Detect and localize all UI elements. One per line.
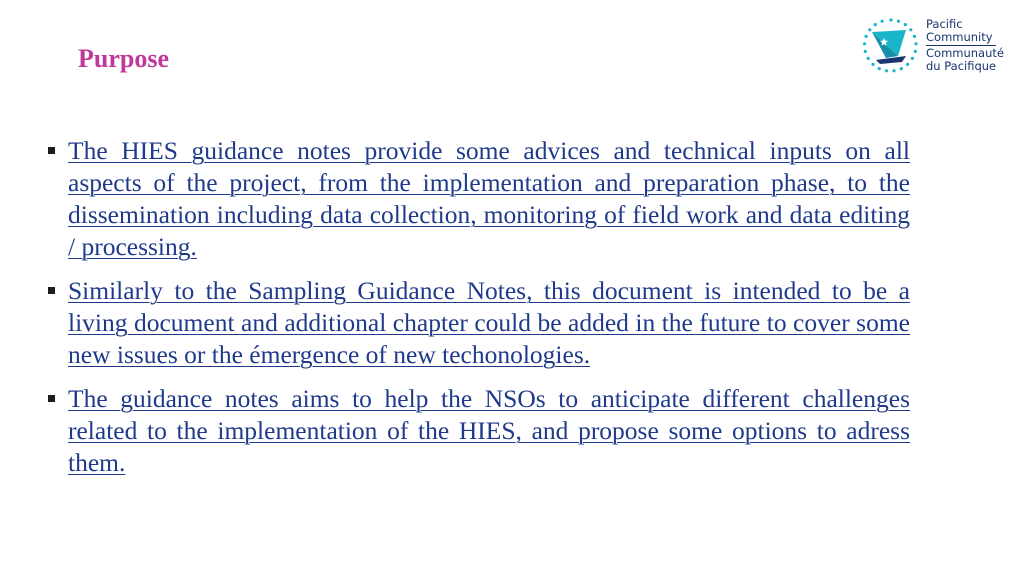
pacific-community-logo (862, 16, 1012, 80)
bullet-list (48, 135, 910, 491)
bullet-item (48, 135, 910, 263)
logo-text (926, 18, 1004, 73)
bullet-text[interactable]: The HIES guidance notes provide some advices and technical inputs on all aspects of the project, from the implementation and preparation phase, to the dissemination including data collection, monitoring of field work and data editing / processing. (68, 136, 910, 261)
square-bullet-icon (48, 395, 55, 402)
bullet-item (48, 383, 910, 479)
bullet-text[interactable]: Similarly to the Sampling Guidance Notes, this document is intended to be a living document and additional chapter could be added in the future to cover some new issues or the émergence of new techonologies. (68, 276, 910, 369)
logo-line-du-pacifique: du Pacifique (926, 59, 997, 73)
bullet-text[interactable]: The guidance notes aims to help the NSOs to anticipate different challenges related to the implementation of the HIES, and propose some options to adress them. (68, 384, 910, 477)
logo-line-pacific: Pacific (926, 17, 963, 31)
slide-title: Purpose (78, 44, 169, 73)
logo-line-communaute: Communauté (926, 46, 1004, 60)
pacific-community-emblem-icon (862, 16, 920, 78)
logo-line-community: Community (926, 30, 993, 44)
square-bullet-icon (48, 287, 55, 294)
square-bullet-icon (48, 147, 55, 154)
bullet-item (48, 275, 910, 371)
